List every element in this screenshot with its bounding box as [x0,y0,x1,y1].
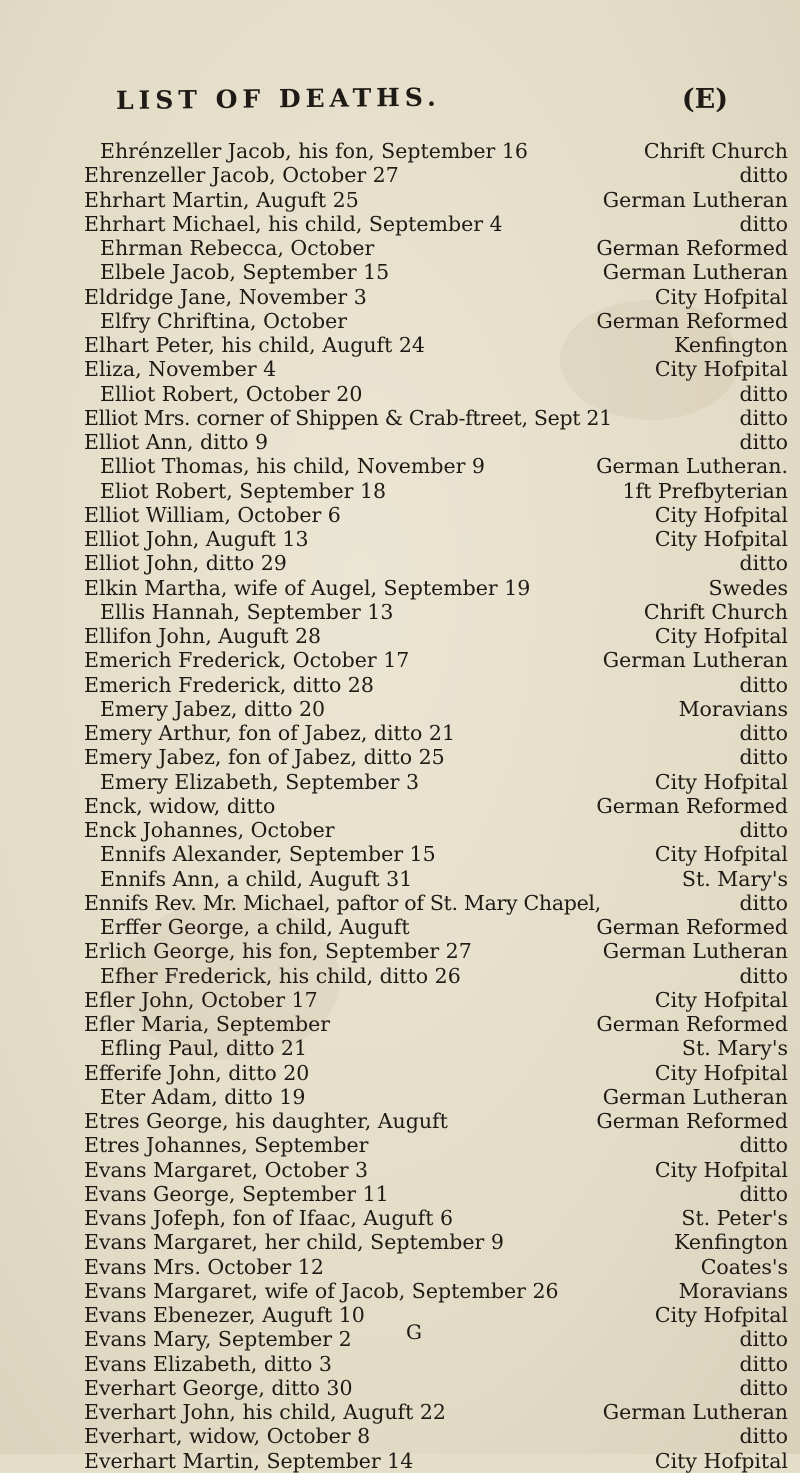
entry-name: Elliot William, October 6 [84,502,341,527]
entry-burial-place: City Hofpital [654,1060,788,1085]
entry-burial-place: St. Mary's [681,866,788,891]
list-item [84,1449,788,1473]
entry-burial-place: ditto [739,1327,788,1352]
entry-name: Evans Ebenezer, Auguft 10 [84,1303,365,1327]
entry-name: Elliot Ann, ditto 9 [84,430,269,454]
entry-burial-place: German Reformed [596,236,788,260]
entry-burial-place: Kenfington [674,333,788,357]
entry-name: Evans Elizabeth, ditto 3 [84,1351,332,1376]
entry-name: Everhart Martin, September 14 [84,1448,414,1473]
entry-name: Elliot Mrs. corner of Shippen & Crab-ftreet, Sept 21 [84,405,612,430]
entry-name: Evans Mary, September 2 [84,1327,352,1352]
list-item [84,1376,788,1400]
list-item [84,212,788,236]
list-item [84,430,788,454]
entry-burial-place: ditto [739,1181,788,1206]
entry-name: Ennifs Rev. Mr. Michael, paftor of St. Mary Chapel, [84,890,601,915]
entry-burial-place: German Reformed [596,1012,788,1036]
list-item [84,915,788,939]
list-item [84,818,788,842]
entry-burial-place: Swedes [708,575,788,600]
list-item [84,1230,788,1254]
list-item [84,309,788,333]
entry-burial-place: German Lutheran [602,1400,788,1424]
entry-burial-place: German Lutheran [602,648,788,673]
entry-burial-place: ditto [739,963,788,988]
entry-name: Evans Margaret, wife of Jacob, September 26 [84,1278,559,1303]
entry-burial-place: ditto [739,1375,788,1400]
entry-name: Eliot Robert, September 18 [100,478,387,503]
list-item [84,745,788,769]
entry-name: Emery Jabez, fon of Jabez, ditto 25 [84,745,445,770]
list-item [84,260,788,284]
list-item [84,988,788,1012]
entry-burial-place: ditto [739,672,788,697]
signature-mark: (E) [681,84,728,115]
entry-name: Emery Arthur, fon of Jabez, ditto 21 [84,721,455,745]
entry-name: Elhart Peter, his child, Auguft 24 [84,333,425,357]
entry-name: Ennifs Alexander, September 15 [100,842,436,867]
entry-name: Erffer George, a child, Auguft [100,915,410,939]
list-item [84,503,788,527]
entry-burial-place: St. Mary's [681,1036,788,1061]
entry-burial-place: ditto [739,721,788,745]
entry-name: Elbele Jacob, September 15 [100,260,390,285]
entry-name: Evans Margaret, October 3 [84,1157,369,1182]
entry-burial-place: ditto [739,1424,788,1449]
list-item [84,648,788,672]
entry-name: Evans Jofeph, fon of Ifaac, Auguft 6 [84,1206,454,1230]
list-item [84,964,788,988]
entry-name: Ennifs Ann, a child, Auguft 31 [100,866,413,891]
entry-burial-place: German Reformed [596,915,788,939]
page-title: LIST OF DEATHS. [115,82,441,115]
entry-name: Etres Johannes, September [84,1133,369,1158]
list-item [84,1279,788,1303]
entry-burial-place: ditto [739,211,788,236]
list-item [84,406,788,430]
list-item [84,770,788,794]
entry-burial-place: German Reformed [596,1109,788,1133]
page-header [108,82,728,126]
entry-name: Elliot Robert, October 20 [100,381,363,406]
entry-burial-place: Chrift Church [643,599,788,624]
entry-name: Enck, widow, ditto [84,793,276,818]
entry-burial-place: City Hofpital [654,284,788,309]
list-item [84,673,788,697]
entry-name: Elliot John, Auguft 13 [84,527,309,551]
entry-name: Enck Johannes, October [84,818,335,842]
entry-name: Everhart John, his child, Auguft 22 [84,1400,446,1424]
entry-name: Everhart, widow, October 8 [84,1424,371,1449]
entry-name: Efler John, October 17 [84,987,318,1012]
entry-burial-place: City Hofpital [654,842,788,867]
entry-name: Evans Mrs. October 12 [84,1254,324,1279]
list-item [84,721,788,745]
entry-burial-place: City Hofpital [654,624,788,648]
entry-name: Efler Maria, September [84,1012,331,1036]
entry-burial-place: City Hofpital [654,1448,788,1473]
list-item [84,1182,788,1206]
list-item [84,454,788,478]
entry-name: Emerich Frederick, ditto 28 [84,672,374,697]
entry-name: Evans George, September 11 [84,1181,389,1206]
list-item [84,479,788,503]
entry-burial-place: ditto [739,381,788,406]
entry-burial-place: ditto [739,1133,788,1158]
entry-name: Ehrhart Michael, his child, September 4 [84,211,503,236]
entry-name: Efling Paul, ditto 21 [100,1036,308,1061]
list-item [84,1085,788,1109]
entry-burial-place: City Hofpital [654,769,788,794]
entry-burial-place: City Hofpital [654,1157,788,1182]
entry-burial-place: German Reformed [596,308,788,333]
entry-burial-place: City Hofpital [654,357,788,382]
entry-name: Emery Elizabeth, September 3 [100,769,419,794]
list-item [84,1036,788,1060]
list-item [84,139,788,163]
entry-name: Elliot Thomas, his child, November 9 [100,454,485,479]
entry-burial-place: Moravians [678,1278,788,1303]
entry-name: Evans Margaret, her child, September 9 [84,1230,504,1255]
list-item [84,1255,788,1279]
entry-name: Elkin Martha, wife of Augel, September 19 [84,575,531,600]
list-item [84,236,788,260]
list-item [84,1424,788,1448]
entry-name: Eldridge Jane, November 3 [84,284,367,309]
list-item [84,1206,788,1230]
entry-burial-place: ditto [739,163,788,188]
entry-burial-place: German Reformed [596,793,788,818]
list-item [84,163,788,187]
entry-burial-place: German Lutheran [602,260,788,285]
death-list [84,139,788,1473]
entry-burial-place: Coates's [700,1254,788,1279]
list-item [84,1012,788,1036]
entry-name: Ehrenzeller Jacob, October 27 [84,163,399,188]
list-item [84,576,788,600]
list-item [84,285,788,309]
list-item [84,794,788,818]
entry-name: Etres George, his daughter, Auguft [84,1109,448,1133]
entry-burial-place: St. Peter's [681,1206,788,1230]
list-item [84,842,788,866]
entry-name: Ehrman Rebecca, October [100,236,375,260]
entry-burial-place: Chrift Church [643,139,788,163]
list-item [84,382,788,406]
entry-burial-place: ditto [739,890,788,915]
list-item [84,1352,788,1376]
entry-name: Eter Adam, ditto 19 [100,1084,306,1109]
entry-name: Emerich Frederick, October 17 [84,648,410,673]
entry-burial-place: ditto [739,1351,788,1376]
list-item [84,333,788,357]
list-item [84,1061,788,1085]
entry-name: Emery Jabez, ditto 20 [100,696,326,721]
entry-name: Ehrénzeller Jacob, his fon, September 16 [100,139,528,163]
entry-name: Efferife John, ditto 20 [84,1060,310,1085]
entry-burial-place: ditto [739,818,788,842]
list-item [84,551,788,575]
list-item [84,867,788,891]
entry-name: Elliot John, ditto 29 [84,551,287,576]
entry-burial-place: City Hofpital [654,502,788,527]
entry-burial-place: German Lutheran [602,187,788,212]
list-item [84,357,788,381]
entry-burial-place: 1ft Prefbyterian [622,478,788,503]
list-item [84,1109,788,1133]
entry-name: Eliza, November 4 [84,357,277,382]
list-item [84,697,788,721]
entry-burial-place: ditto [739,551,788,576]
entry-burial-place: German Lutheran [602,1084,788,1109]
list-item [84,624,788,648]
entry-burial-place: City Hofpital [654,527,788,551]
list-item [84,1158,788,1182]
entry-name: Everhart George, ditto 30 [84,1375,353,1400]
entry-name: Ellis Hannah, September 13 [100,599,394,624]
entry-burial-place: German Lutheran [602,939,788,964]
entry-name: Efher Frederick, his child, ditto 26 [100,963,461,988]
entry-burial-place: German Lutheran. [596,454,788,479]
list-item [84,891,788,915]
entry-name: Elfry Chriftina, October [100,308,348,333]
entry-name: Ellifon John, Auguft 28 [84,624,322,648]
entry-name: Ehrhart Martin, Auguft 25 [84,187,359,212]
list-item [84,1303,788,1327]
entry-burial-place: ditto [739,745,788,770]
entry-burial-place: ditto [739,405,788,430]
entry-burial-place: Kenfington [674,1230,788,1255]
entry-burial-place: City Hofpital [654,987,788,1012]
entry-name: Erlich George, his fon, September 27 [84,939,472,964]
list-item [84,600,788,624]
catchword: G [406,1320,422,1344]
list-item [84,939,788,963]
entry-burial-place: Moravians [678,696,788,721]
list-item [84,1327,788,1351]
list-item [84,1400,788,1424]
list-item [84,1133,788,1157]
list-item [84,188,788,212]
entry-burial-place: City Hofpital [654,1303,788,1327]
list-item [84,527,788,551]
entry-burial-place: ditto [739,430,788,454]
